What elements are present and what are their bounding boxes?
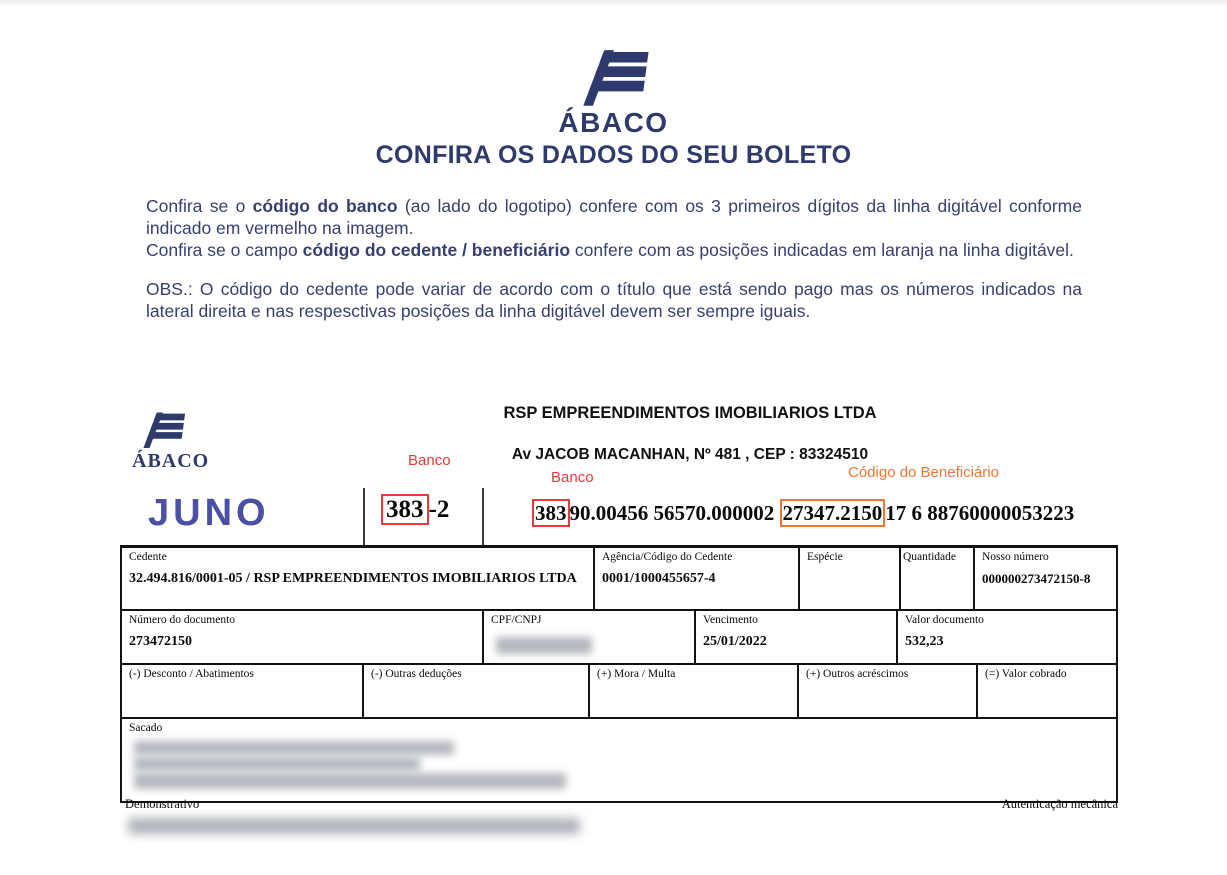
field-label: Cedente (129, 551, 167, 563)
field-value: 25/01/2022 (703, 634, 767, 649)
redacted-demonstrativo-line (128, 818, 580, 834)
redacted-sacado-line (134, 773, 566, 789)
field-label: (+) Mora / Multa (597, 668, 676, 680)
field-valor-cobrado (978, 665, 1116, 717)
instructions-block (146, 195, 1082, 322)
instruction-1-text-end: (ao lado do logotipo) confere com os 3 primeiros dígitos da linha digitável conforme indicado em vermelho na imagem. (146, 196, 1082, 238)
instruction-paragraph-1 (146, 195, 1082, 239)
field-label: Agência/Código do Cedente (602, 551, 733, 563)
bank-code-highlight: 383 (381, 494, 429, 525)
redacted-cpf-cnpj-value (496, 637, 592, 654)
field-outros-acrescimos (799, 665, 978, 717)
digitable-bank-highlight: 383 (532, 499, 570, 527)
boleto-table (120, 545, 1118, 803)
digitable-line (532, 501, 1074, 526)
field-value: 273472150 (129, 634, 192, 649)
boleto-abaco-logo-icon (132, 410, 194, 453)
digitable-segment-end: 17 6 88760000053223 (885, 501, 1075, 525)
banco-annotation-line: Banco (551, 469, 594, 486)
redacted-sacado-line (134, 741, 454, 755)
boleto (120, 398, 1118, 853)
field-label: (+) Outros acréscimos (806, 668, 909, 680)
autenticacao-label: Autenticação mecânica (1001, 797, 1118, 811)
digitable-beneficiary-highlight: 27347.2150 (780, 499, 886, 527)
field-value: 000000273472150-8 (982, 571, 1091, 586)
table-row (122, 548, 1116, 611)
digitable-segment: 90.00456 56570.000002 (569, 501, 780, 525)
field-label: Sacado (129, 722, 163, 734)
field-label: (=) Valor cobrado (985, 668, 1067, 680)
bank-code-rest: -2 (428, 496, 450, 523)
boleto-abaco-logo-text: ÁBACO (132, 450, 210, 472)
field-value: 532,23 (905, 634, 944, 649)
instruction-1-bold: código do banco (252, 196, 398, 216)
instruction-2-text: Confira se o campo (146, 240, 303, 260)
instruction-2-text-end: confere com as posições indicadas em laranja na linha digitável. (570, 240, 1074, 260)
field-outras-deducoes (364, 665, 590, 717)
field-numero-documento (122, 611, 484, 663)
field-agencia-codigo-cedente (595, 548, 800, 609)
field-especie (800, 548, 901, 609)
field-label: Nosso número (982, 551, 1049, 563)
table-row (122, 665, 1116, 719)
company-name: RSP EMPREENDIMENTOS IMOBILIARIOS LTDA (503, 404, 877, 422)
field-value: 32.494.816/0001-05 / RSP EMPREENDIMENTOS IMOBILIARIOS LTDA (129, 571, 577, 586)
boleto-abaco-logo (132, 410, 252, 473)
field-quantidade (901, 548, 975, 609)
field-label: Vencimento (703, 614, 758, 626)
bank-code (381, 496, 449, 524)
field-label: Quantidade (903, 551, 957, 563)
obs-paragraph: OBS.: O código do cedente pode variar de acordo com o título que está sendo pago mas os números indicados na lateral direita e nas respesctivas posições da linha digitável devem ser sempre iguais. (146, 279, 1082, 321)
top-edge-shadow (0, 0, 1227, 6)
field-sacado (122, 719, 1116, 801)
abaco-logo-icon (566, 46, 662, 111)
page-title: CONFIRA OS DADOS DO SEU BOLETO (375, 141, 852, 169)
field-label: (-) Outras deduções (371, 668, 462, 680)
banco-annotation-code: Banco (408, 452, 451, 469)
field-cedente (122, 548, 595, 609)
field-desconto (122, 665, 364, 717)
table-row (122, 719, 1116, 801)
abaco-logo-text: ÁBACO (558, 107, 669, 138)
instruction-2-bold: código do cedente / beneficiário (302, 240, 571, 260)
field-label: Valor documento (905, 614, 984, 626)
field-label: Número do documento (129, 614, 236, 626)
field-cpf-cnpj (484, 611, 696, 663)
field-label: (-) Desconto / Abatimentos (129, 668, 254, 680)
instruction-paragraph-2 (146, 239, 1082, 261)
field-label: CPF/CNPJ (491, 614, 542, 626)
field-nosso-numero (975, 548, 1116, 609)
field-vencimento (696, 611, 898, 663)
separator-line (363, 488, 365, 545)
redacted-sacado-line (134, 757, 420, 771)
separator-line (482, 488, 484, 545)
juno-logo: JUNO (148, 492, 270, 534)
instruction-1-text: Confira se o (146, 196, 253, 216)
field-valor-documento (898, 611, 1116, 663)
company-address: Av JACOB MACANHAN, Nº 481 , CEP : 83324510 (511, 446, 869, 463)
abaco-logo (0, 46, 1227, 139)
field-value: 0001/1000455657-4 (602, 571, 716, 586)
field-label: Espécie (807, 551, 843, 563)
demonstrativo-label: Demonstrativo (125, 797, 200, 811)
field-mora-multa (590, 665, 799, 717)
beneficiario-annotation: Código do Beneficiário (848, 464, 999, 481)
table-row (122, 611, 1116, 665)
